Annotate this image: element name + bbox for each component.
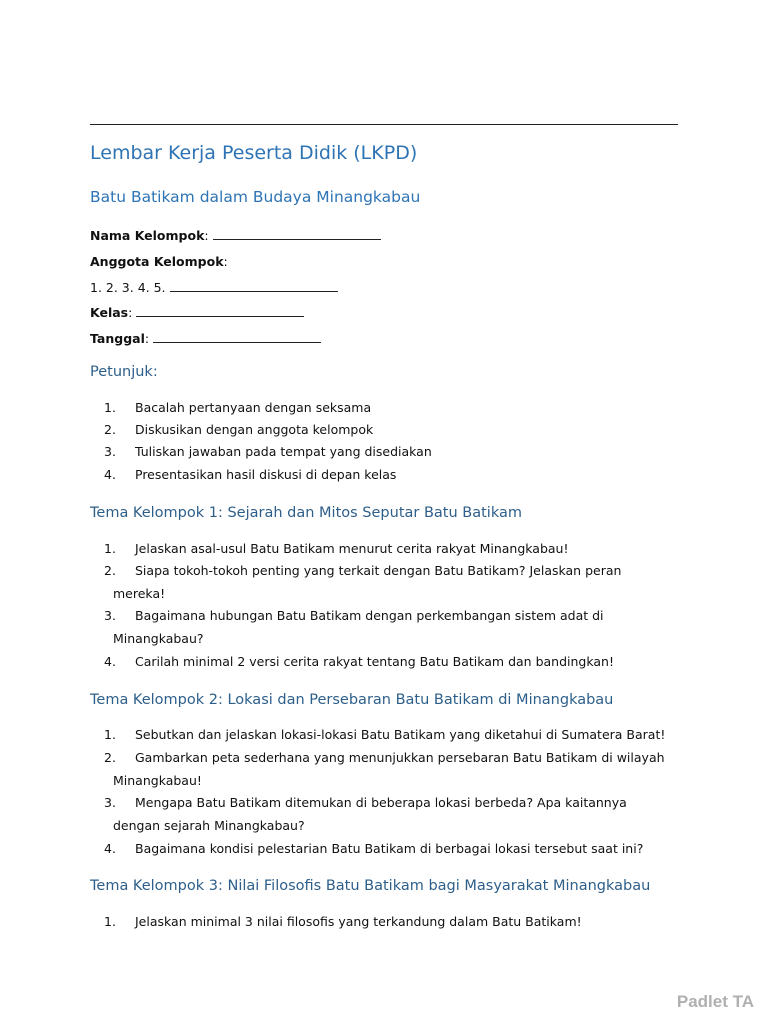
tanggal-field [90,331,321,346]
item-number: 1. [104,400,116,415]
anggota-blank[interactable] [170,280,338,292]
item-text-continuation: Minangkabau? [113,631,204,646]
anggota-kelompok-label: Anggota Kelompok [90,254,224,269]
item-text: Bagaimana hubungan Batu Batikam dengan perkembangan sistem adat di [135,608,604,623]
item-number: 3. [104,795,116,810]
anggota-kelompok-field [90,254,228,269]
tema-2-heading: Tema Kelompok 2: Lokasi dan Persebaran Batu Batikam di Minangkabau [90,692,614,708]
anggota-numbers-field [90,280,338,295]
tema-3-heading: Tema Kelompok 3: Nilai Filosofis Batu Batikam bagi Masyarakat Minangkabau [90,878,651,894]
kelas-field [90,305,304,320]
nama-kelompok-field [90,228,381,243]
item-text-continuation: mereka! [113,586,166,601]
kelas-blank[interactable] [136,305,304,317]
item-text: Presentasikan hasil diskusi di depan kelas [135,467,397,482]
document-title: Lembar Kerja Peserta Didik (LKPD) [90,142,418,164]
item-text: Jelaskan minimal 3 nilai filosofis yang terkandung dalam Batu Batikam! [135,914,582,929]
item-text: Bacalah pertanyaan dengan seksama [135,400,372,415]
anggota-numbers: 1. 2. 3. 4. 5. [90,280,166,295]
colon: : [223,254,228,269]
kelas-label: Kelas [90,305,129,320]
nama-kelompok-label: Nama Kelompok [90,228,205,243]
item-number: 1. [104,914,116,929]
item-text: Carilah minimal 2 versi cerita rakyat tentang Batu Batikam dan bandingkan! [135,654,614,669]
item-number: 2. [104,422,116,437]
colon: : [144,331,150,346]
tanggal-label: Tanggal [90,331,145,346]
item-text: Sebutkan dan jelaskan lokasi-lokasi Batu Batikam yang diketahui di Sumatera Barat! [135,727,666,742]
document-subtitle: Batu Batikam dalam Budaya Minangkabau [90,188,421,206]
colon: : [128,305,133,320]
nama-kelompok-blank[interactable] [213,228,381,240]
item-text: Tuliskan jawaban pada tempat yang disediakan [135,444,432,459]
item-text: Jelaskan asal-usul Batu Batikam menurut cerita rakyat Minangkabau! [135,541,569,556]
item-number: 4. [104,467,116,482]
padlet-watermark: Padlet TA [676,992,754,1011]
item-text: Diskusikan dengan anggota kelompok [135,422,374,437]
petunjuk-heading: Petunjuk: [90,364,158,380]
tema-1-heading: Tema Kelompok 1: Sejarah dan Mitos Seputar Batu Batikam [90,505,522,521]
item-number: 2. [104,563,116,578]
item-text: Gambarkan peta sederhana yang menunjukkan persebaran Batu Batikam di wilayah [135,750,665,765]
item-number: 4. [104,841,116,856]
item-text-continuation: dengan sejarah Minangkabau? [113,818,305,833]
colon: : [204,228,209,243]
tanggal-blank[interactable] [153,331,321,343]
item-number: 3. [104,444,116,459]
item-text: Siapa tokoh-tokoh penting yang terkait dengan Batu Batikam? Jelaskan peran [135,563,622,578]
item-text-continuation: Minangkabau! [113,773,202,788]
item-number: 2. [104,750,116,765]
item-number: 1. [104,541,116,556]
item-number: 1. [104,727,116,742]
item-number: 3. [104,608,116,623]
item-text: Mengapa Batu Batikam ditemukan di beberapa lokasi berbeda? Apa kaitannya [135,795,627,810]
item-number: 4. [104,654,116,669]
header-rule [90,124,678,125]
item-text: Bagaimana kondisi pelestarian Batu Batikam di berbagai lokasi tersebut saat ini? [135,841,644,856]
